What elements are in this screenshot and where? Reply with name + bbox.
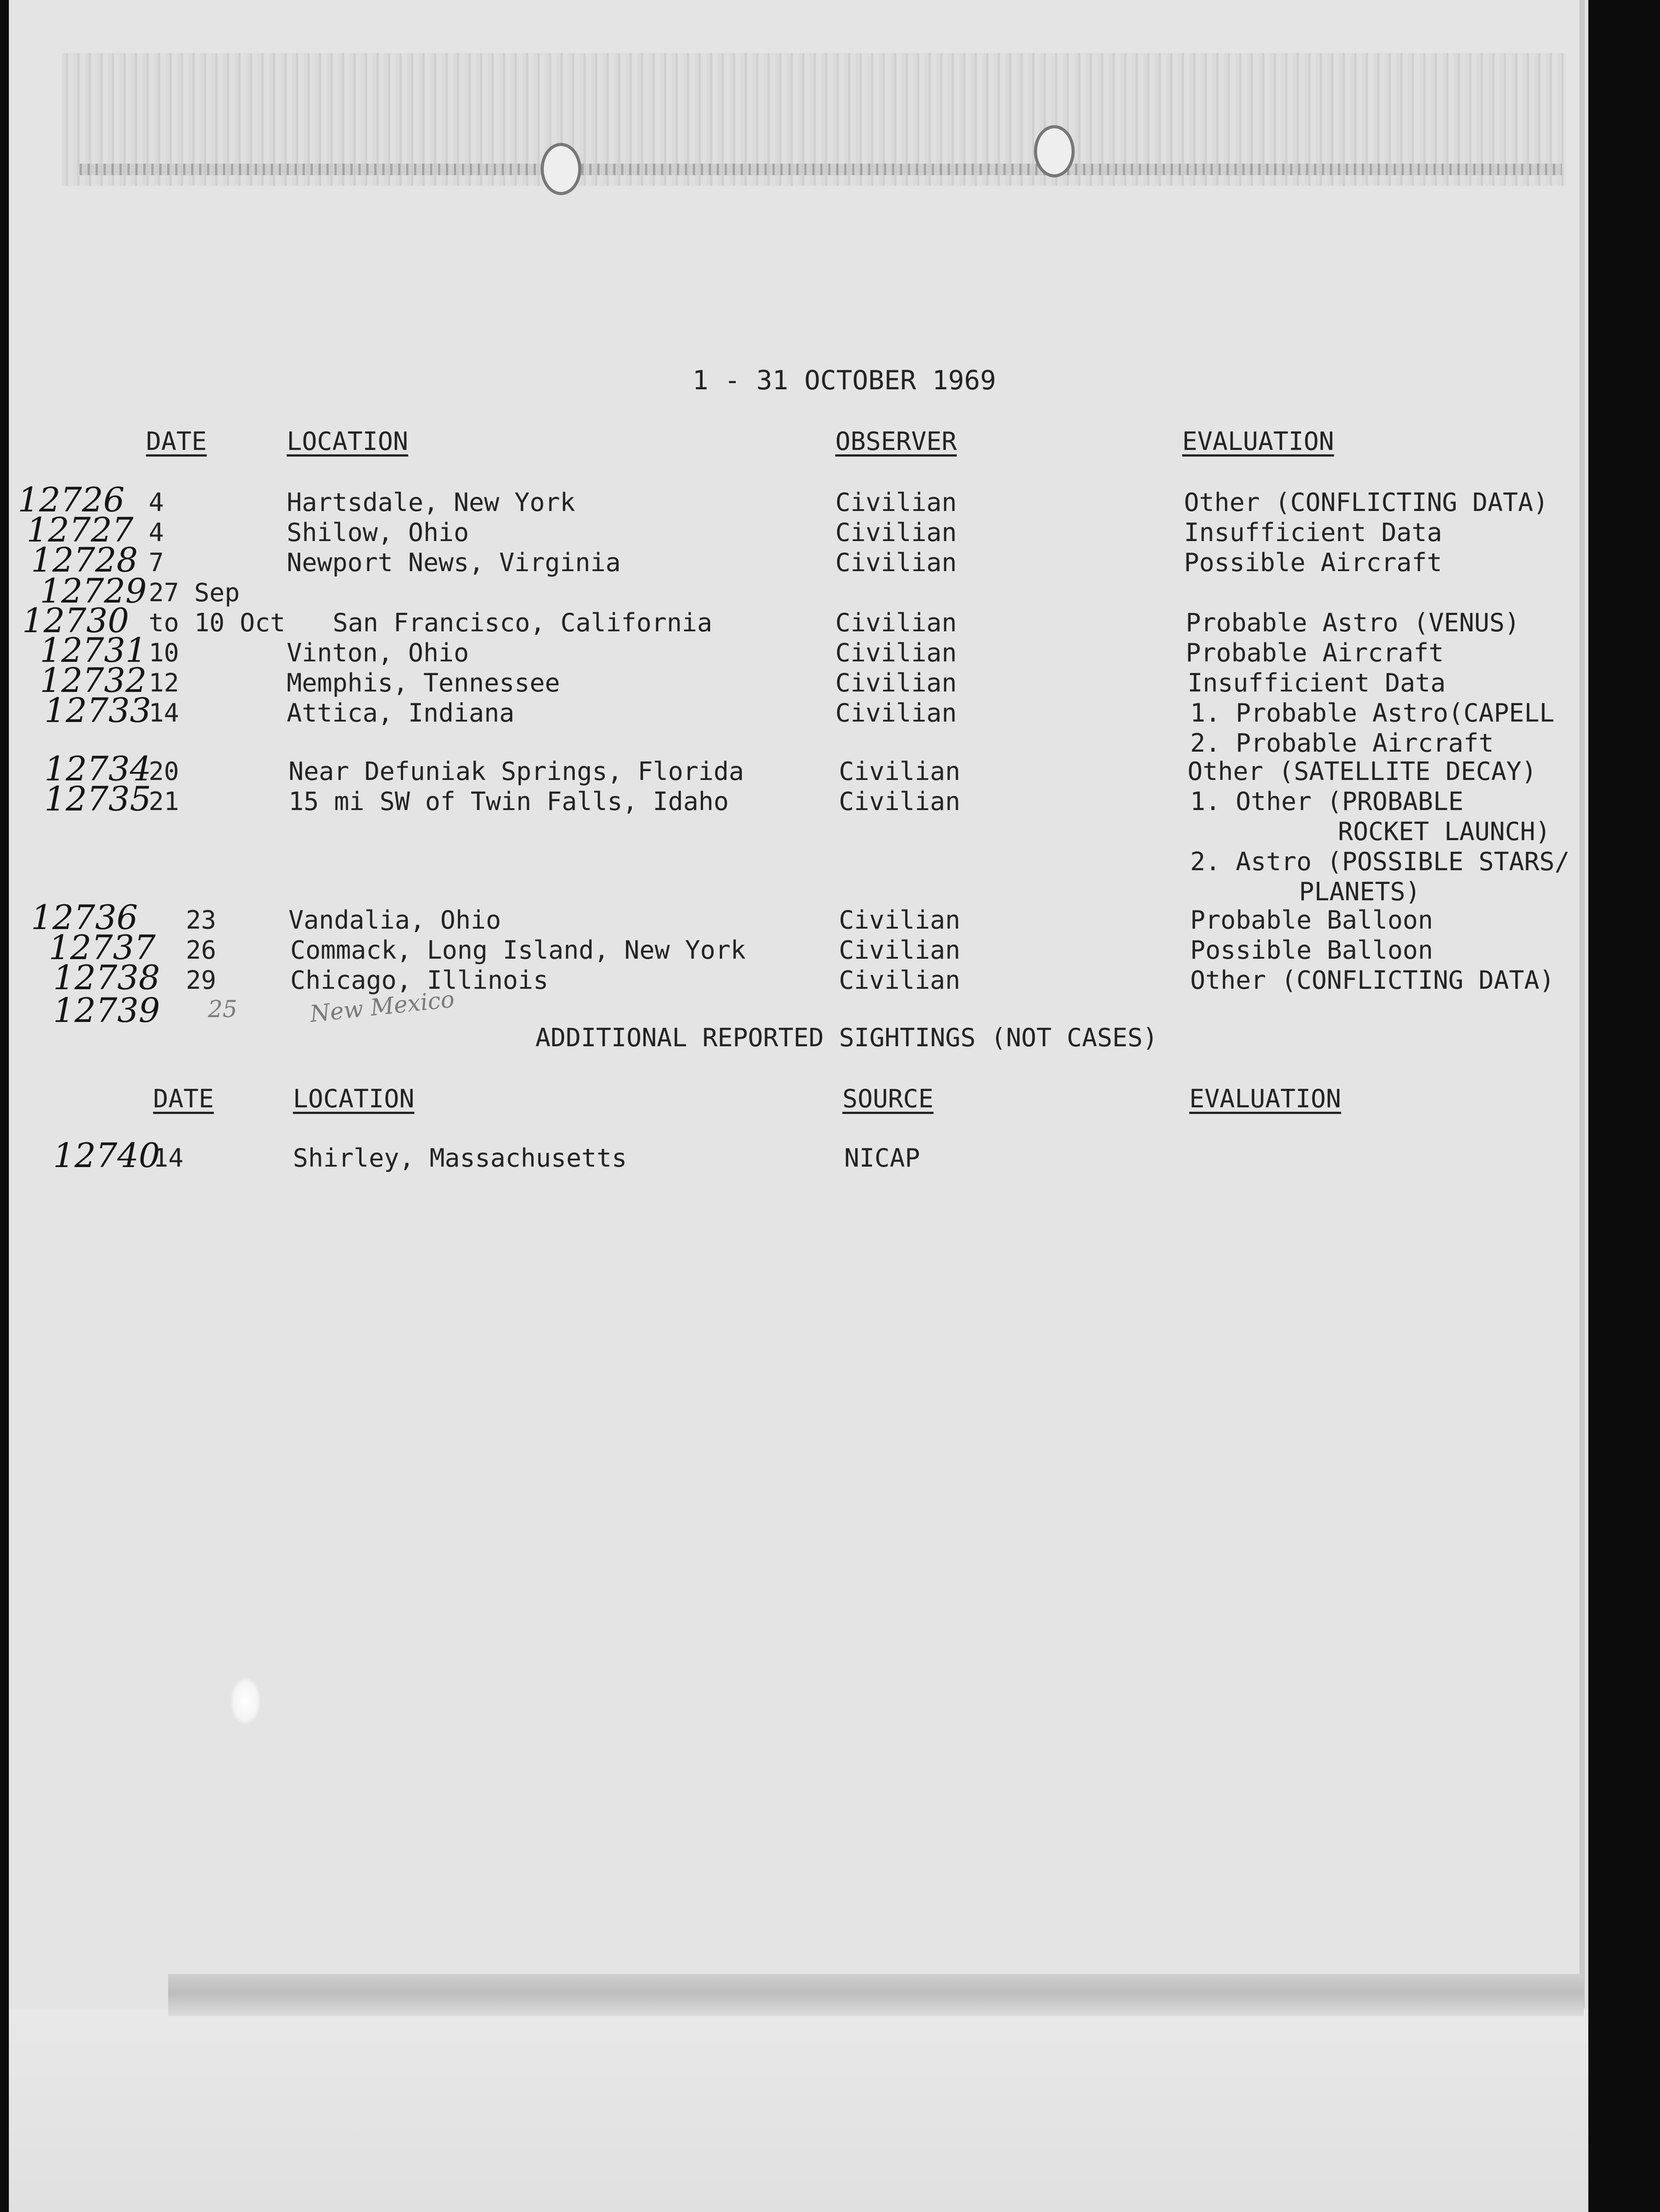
row-location: Newport News, Virginia	[287, 548, 621, 577]
case-number: 12732	[40, 661, 147, 700]
row-location: Attica, Indiana	[287, 699, 515, 728]
row-observer: Civilian	[835, 518, 957, 547]
row-observer: Civilian	[835, 548, 957, 577]
case-number: 12740	[53, 1136, 160, 1175]
case-number: 12733	[44, 691, 151, 730]
ink-smudge	[230, 1677, 261, 1725]
row-location: Chicago, Illinois	[290, 966, 549, 995]
case-number: 12735	[44, 779, 151, 818]
row-evaluation: Insufficient Data	[1187, 668, 1446, 698]
binding-strip-edge	[80, 164, 1562, 175]
row-location: Commack, Long Island, New York	[290, 936, 746, 965]
row-evaluation-line-3: 2. Astro (POSSIBLE STARS/	[1190, 847, 1570, 876]
row-location: Vandalia, Ohio	[288, 906, 501, 935]
case-number: 12730	[22, 601, 129, 640]
additional-header-location: LOCATION	[293, 1084, 415, 1114]
row-observer: Civilian	[839, 966, 961, 995]
row-date: 26	[186, 936, 216, 965]
case-number: 12738	[53, 958, 160, 997]
row-location: Vinton, Ohio	[287, 638, 469, 668]
row-location: 15 mi SW of Twin Falls, Idaho	[288, 787, 729, 816]
row-date: 21	[149, 787, 179, 816]
row-date: 4	[149, 488, 164, 517]
additional-row-source: NICAP	[844, 1144, 920, 1173]
row-location: Memphis, Tennessee	[287, 668, 560, 698]
row-evaluation: Other (CONFLICTING DATA)	[1190, 966, 1555, 995]
document-page	[9, 0, 1588, 2212]
row-evaluation: Other (SATELLITE DECAY)	[1187, 757, 1537, 786]
row-evaluation: Insufficient Data	[1184, 518, 1442, 547]
row-evaluation: Probable Aircraft	[1186, 638, 1444, 668]
row-evaluation-line-1: 1. Other (PROBABLE	[1190, 787, 1464, 816]
header-evaluation: EVALUATION	[1182, 427, 1334, 456]
header-location: LOCATION	[287, 427, 408, 456]
row-evaluation-line-2: 2. Probable Aircraft	[1190, 729, 1494, 758]
row-evaluation: Possible Balloon	[1190, 936, 1433, 965]
row-observer: Civilian	[839, 757, 961, 786]
row-evaluation: Probable Astro (VENUS)	[1186, 608, 1520, 637]
additional-section-title: ADDITIONAL REPORTED SIGHTINGS (NOT CASES)	[535, 1023, 1158, 1052]
case-number: 12729	[40, 571, 147, 611]
case-number: 12737	[49, 928, 156, 967]
row-observer: Civilian	[835, 699, 957, 728]
case-number: 12736	[31, 898, 138, 937]
additional-row-date: 14	[153, 1144, 184, 1173]
additional-header-source: SOURCE	[842, 1084, 934, 1114]
handwritten-date: 25	[208, 996, 238, 1023]
row-date: 4	[149, 518, 164, 547]
page-title: 1 - 31 OCTOBER 1969	[692, 365, 996, 396]
row-evaluation: Probable Balloon	[1190, 906, 1433, 935]
additional-row-location: Shirley, Massachusetts	[293, 1144, 627, 1173]
row-location: San Francisco, California	[333, 608, 712, 637]
page-lower-band	[9, 2008, 1588, 2212]
header-observer: OBSERVER	[835, 427, 957, 456]
row-date: 27 Sep	[149, 578, 240, 607]
row-date: 29	[186, 966, 216, 995]
row-observer: Civilian	[835, 608, 957, 637]
row-location: Hartsdale, New York	[287, 488, 576, 517]
row-observer: Civilian	[835, 668, 957, 698]
additional-header-evaluation: EVALUATION	[1189, 1084, 1341, 1114]
row-evaluation-line-2: ROCKET LAUNCH)	[1338, 817, 1551, 846]
row-evaluation-line-4: PLANETS)	[1299, 877, 1421, 906]
row-observer: Civilian	[839, 906, 961, 935]
case-number: 12727	[27, 510, 134, 549]
row-location: Shilow, Ohio	[287, 518, 469, 547]
row-location: Near Defuniak Springs, Florida	[288, 757, 744, 786]
row-date: 20	[149, 757, 179, 786]
row-observer: Civilian	[835, 488, 957, 517]
case-number: 12734	[44, 749, 151, 788]
case-number: 12728	[31, 540, 138, 580]
row-evaluation: Possible Aircraft	[1184, 548, 1442, 577]
row-date: 12	[149, 668, 179, 698]
page-edge	[1579, 0, 1585, 2212]
case-number: 12731	[40, 630, 147, 670]
page-fold-shadow	[168, 1974, 1584, 2016]
row-evaluation: Other (CONFLICTING DATA)	[1184, 488, 1549, 517]
row-date: to 10 Oct	[149, 608, 285, 637]
punch-hole-right	[1034, 125, 1075, 177]
row-date: 23	[186, 906, 216, 935]
row-observer: Civilian	[839, 936, 961, 965]
row-date: 14	[149, 699, 179, 728]
case-number: 12739	[53, 991, 160, 1030]
row-date: 7	[149, 548, 164, 577]
row-date: 10	[149, 638, 179, 668]
row-observer: Civilian	[835, 638, 957, 668]
row-evaluation-line-1: 1. Probable Astro(CAPELL	[1190, 699, 1555, 728]
row-observer: Civilian	[839, 787, 961, 816]
header-date: DATE	[146, 427, 207, 456]
additional-header-date: DATE	[153, 1084, 214, 1114]
handwritten-location: New Mexico	[308, 986, 456, 1028]
punch-hole-left	[541, 143, 581, 195]
case-number: 12726	[18, 480, 125, 519]
